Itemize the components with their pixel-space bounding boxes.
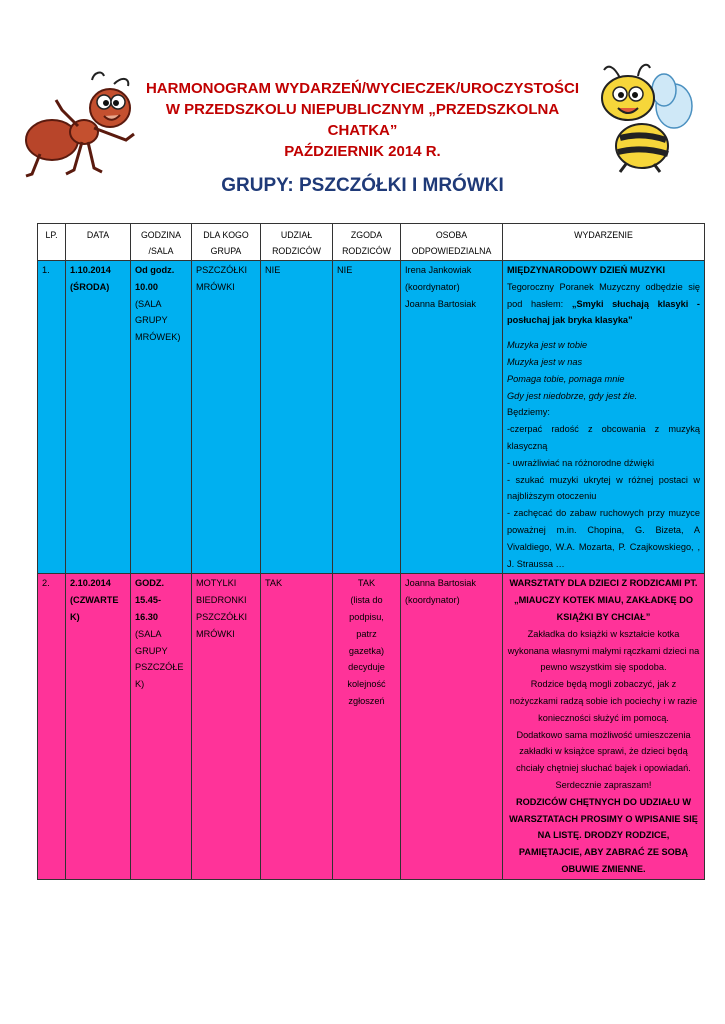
goals-intro: Będziemy: — [507, 407, 550, 418]
cell-zgoda: NIE — [333, 261, 401, 574]
poem-line: Muzyka jest w tobie — [507, 340, 588, 351]
header-dla-kogo: DLA KOGO GRUPA — [192, 224, 261, 261]
event-title: MIĘDZYNARODOWY DZIEŃ MUZYKI — [507, 265, 666, 275]
poem-line: Pomaga tobie, pomaga mnie — [507, 373, 625, 384]
header-godzina: GODZINA /SALA — [131, 224, 192, 261]
event-paragraph: Rodzice będą mogli zobaczyć, jak z nożyczkami radzą sobie ich pociechy i w razie konieczności służyć im pomocą. — [509, 679, 698, 723]
bee-cartoon-image — [590, 58, 702, 176]
event-intro: Tegoroczny Poranek Muzyczny odbędzie się pod hasłem: — [507, 281, 700, 309]
title-line-2: W PRZEDSZKOLU NIEPUBLICZNYM „PRZEDSZKOLNA CHATKA” — [165, 101, 560, 139]
cell-group: PSZCZÓŁKI MRÓWKI — [192, 261, 261, 574]
cell-event — [503, 574, 705, 879]
cell-time-room: GODZ. 15.45- 16.30 (SALA GRUPY PSZCZÓŁE K) — [131, 574, 192, 879]
title-line-3: PAŹDZIERNIK 2014 R. — [284, 143, 441, 160]
poem-line: Gdy jest niedobrze, gdy jest źle. — [507, 390, 638, 401]
goal-item: - szukać muzyki ukrytej w różnej postaci w najbliższym otoczeniu — [507, 474, 700, 502]
poem-line: Muzyka jest w nas — [507, 356, 583, 367]
cell-date: 2.10.2014 (CZWARTE K) — [66, 574, 131, 879]
cell-udzial: TAK — [261, 574, 333, 879]
header-wydarzenie: WYDARZENIE — [503, 224, 705, 261]
title-line-1: HARMONOGRAM WYDARZEŃ/WYCIECZEK/UROCZYSTOŚCI — [145, 80, 580, 97]
cell-udzial: NIE — [261, 261, 333, 574]
table-header-row — [38, 224, 705, 261]
cell-date: 1.10.2014 (ŚRODA) — [66, 261, 131, 574]
event-paragraph: Serdecznie zapraszam! — [555, 779, 652, 790]
header-zgoda: ZGODA RODZICÓW — [333, 224, 401, 261]
header-osoba: OSOBA ODPOWIEDZIALNA — [401, 224, 503, 261]
cell-group: MOTYLKI BIEDRONKI PSZCZÓŁKI MRÓWKI — [192, 574, 261, 879]
ant-cartoon-image — [22, 70, 142, 185]
table-row — [38, 574, 705, 879]
document-title — [140, 78, 585, 162]
cell-time-room: Od godz. 10.00 (SALA GRUPY MRÓWEK) — [131, 261, 192, 574]
goal-item: - zachęcać do zabaw ruchowych przy muzyce poważnej m.in. Chopina, G. Bizeta, A Vivaldiego, W.A. Mozarta, P. Czajkowskiego, , J. Straussa … — [507, 508, 700, 569]
table-row — [38, 261, 705, 574]
event-title: WARSZTATY DLA DZIECI Z RODZICAMI PT. „MIAUCZY KOTEK MIAU, ZAKŁADKĘ DO KSIĄŻKI BY CHCIAŁ” — [509, 578, 698, 622]
event-paragraph: Dodatkowo sama możliwość umieszczenia zakładki w książce sprawi, że dzieci będą chciały chętniej słuchać bajek i opowiadań. — [516, 729, 691, 774]
header-udzial: UDZIAŁ RODZICÓW — [261, 224, 333, 261]
goal-item: - uwrażliwiać na różnorodne dźwięki — [507, 457, 655, 468]
goal-item: -czerpać radość z obcowania z muzyką klasyczną — [507, 424, 700, 451]
cell-lp: 1. — [38, 261, 66, 574]
schedule-table — [37, 223, 705, 880]
event-note: RODZICÓW CHĘTNYCH DO UDZIAŁU W WARSZTATACH PROSIMY O WPISANIE SIĘ NA LISTĘ. DRODZY RODZICE, PAMIĘTAJCIE, ABY ZABRAĆ ZE SOBĄ OBUWIE ZMIENNE. — [509, 796, 698, 874]
cell-osoba: Joanna Bartosiak (koordynator) — [401, 574, 503, 879]
cell-lp: 2. — [38, 574, 66, 879]
groups-heading: GRUPY: PSZCZÓŁKI I MRÓWKI — [221, 175, 504, 196]
cell-event — [503, 261, 705, 574]
cell-osoba: Irena Jankowiak (koordynator) Joanna Bartosiak — [401, 261, 503, 574]
header-data: DATA — [66, 224, 131, 261]
event-paragraph: Zakładka do książki w kształcie kotka wykonana własnymi małymi rączkami dzieci na pewno wszystkim się spodoba. — [507, 628, 700, 673]
header-lp: LP. — [38, 224, 66, 261]
cell-zgoda: TAK (lista do podpisu, patrz gazetka) decyduje kolejność zgłoszeń — [333, 574, 401, 879]
event-slogan: „Smyki słuchają klasyki - posłuchaj jak bryka klasyka” — [507, 298, 700, 326]
